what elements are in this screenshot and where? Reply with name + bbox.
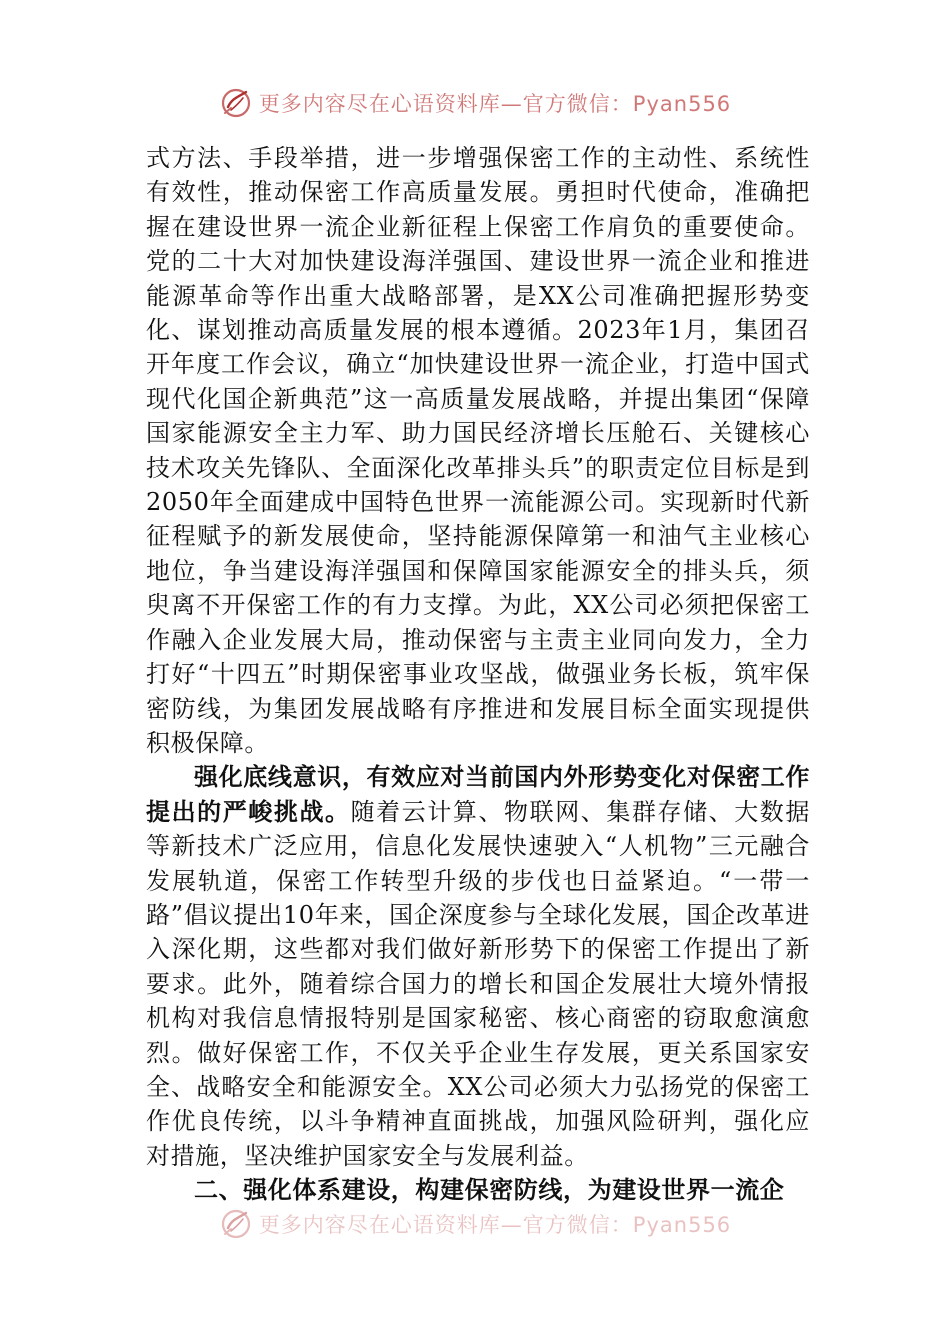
paragraph-2-lead: 强化底线意识，有效应对当前国内外形势变化对保密工作提出的严峻挑战。 (146, 762, 810, 826)
watermark-logo-icon (219, 86, 253, 120)
paragraph-1: 式方法、手段举措，进一步增强保密工作的主动性、系统性有效性，推动保密工作高质量发展。勇担时代使命，准确把握在建设世界一流企业新征程上保密工作肩负的重要使命。党的二十大对加快建设海洋强国、建设世界一流企业和推进能源革命等作出重大战略部署，是XX公司准确把握形势变化、谋划推动高质量发展的根本遵循。2023年1月，集团召开年度工作会议，确立“加快建设世界一流企业，打造中国式现代化国企新典范”这一高质量发展战略，并提出集团“保障国家能源安全主力军、助力国民经济增长压舱石、关键核心技术攻关先锋队、全面深化改革排头兵”的职责定位目标是到2050年全面建成中国特色世界一流能源公司。实现新时代新征程赋予的新发展使命，坚持能源保障第一和油气主业核心地位，争当建设海洋强国和保障国家能源安全的排头兵，须臾离不开保密工作的有力支撑。为此，XX公司必须把保密工作融入企业发展大局，推动保密与主责主业同向发力，全力打好“十四五”时期保密事业攻坚战，做强业务长板，筑牢保密防线，为集团发展战略有序推进和发展目标全面实现提供积极保障。 (146, 144, 810, 757)
paragraph-2 (146, 760, 810, 1173)
watermark-header (0, 83, 950, 123)
watermark-logo-icon (219, 1207, 253, 1241)
document-body (146, 141, 810, 1208)
paragraph-2-body: 随着云计算、物联网、集群存储、大数据等新技术广泛应用，信息化发展快速驶入“人机物”三元融合发展轨道，保密工作转型升级的步伐也日益紧迫。“一带一路”倡议提出10年来，国企深度参与全球化发展，国企改革进入深化期，这些都对我们做好新形势下的保密工作提出了新要求。此外，随着综合国力的增长和国企发展壮大境外情报机构对我信息情报特别是国家秘密、核心商密的窃取愈演愈烈。做好保密工作，不仅关乎企业生存发展，更关系国家安全、战略安全和能源安全。XX公司必须大力弘扬党的保密工作优良传统，以斗争精神直面挑战，加强风险研判，强化应对措施，坚决维护国家安全与发展利益。 (146, 797, 810, 1170)
watermark-text: 更多内容尽在心语资料库—官方微信：Pyan556 (258, 1213, 732, 1237)
section-heading: 二、强化体系建设，构建保密防线，为建设世界一流企 (194, 1175, 785, 1205)
watermark-footer (0, 1204, 950, 1244)
watermark-text: 更多内容尽在心语资料库—官方微信：Pyan556 (258, 92, 732, 116)
